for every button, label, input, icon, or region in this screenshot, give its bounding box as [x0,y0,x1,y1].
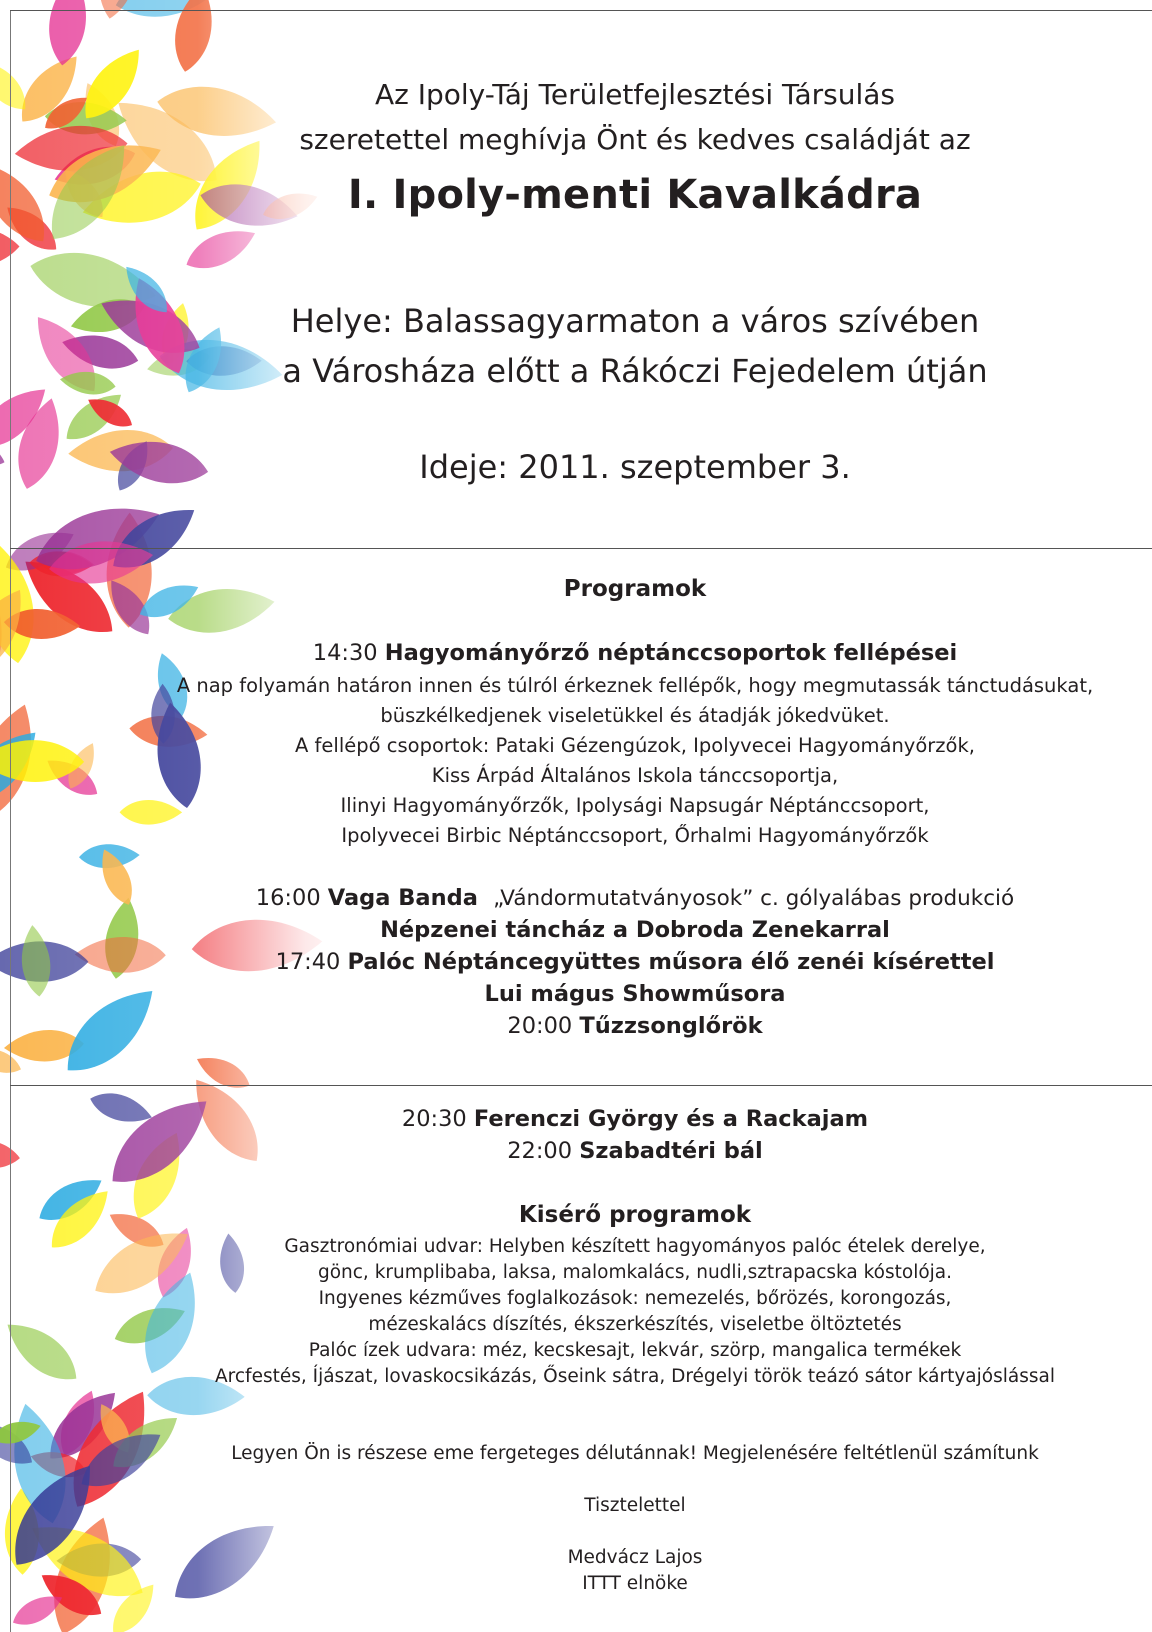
side-program-line: Ingyenes kézműves foglalkozások: nemezelés, bőrözés, korongozás, [318,1288,952,1309]
side-program-line: gönc, krumplibaba, laksa, malomkalács, nudli,sztrapacska kóstolója. [317,1262,953,1283]
program-description: Ilinyi Hagyományőrzők, Ipolysági Napsugár Néptánccsoport, [340,794,930,817]
place-line-1: Helye: Balassagyarmaton a város szívében [290,302,980,340]
section-divider [10,548,1152,549]
left-border [10,10,11,1632]
signer-name: Medvácz Lajos [567,1547,703,1568]
program-description: Ipolyvecei Birbic Néptánccsoport, Őrhalmi Hagyományőrzők [341,824,929,847]
side-program-line: Palóc ízek udvara: méz, kecskesajt, lekvár, szörp, mangalica termékek [308,1340,962,1361]
program-item [140,640,1130,666]
program-item [140,1138,1130,1164]
program-title: Népzenei táncház a Dobroda Zenekarral [380,917,890,943]
program-title: Tűzzsonglőrök [579,1013,763,1039]
program-time: 20:30 [401,1106,467,1132]
program-time: 14:30 [312,640,378,666]
program-description: Kiss Árpád Általános Iskola tánccsoportja, [431,764,839,787]
top-border [10,10,1152,11]
program-item [140,917,1130,943]
event-date: Ideje: 2011. szeptember 3. [419,448,851,486]
side-program-line: Arcfestés, Íjászat, lovaskocsikázás, Őseink sátra, Drégelyi török teázó sátor kártyajóslással [215,1366,1055,1387]
program-item [140,981,1130,1007]
program-title: Vaga Banda [327,885,478,911]
program-time: 16:00 [255,885,321,911]
program-title: Lui mágus Showműsora [484,981,786,1007]
program-title: Szabadtéri bál [579,1138,763,1164]
program-description: A fellépő csoportok: Pataki Gézengúzok, Ipolyvecei Hagyományőrzők, [295,734,975,757]
program-time: 17:40 [275,949,341,975]
side-program-line: Gasztronómiai udvar: Helyben készített hagyományos palóc ételek derelye, [284,1236,986,1257]
program-description: büszkélkedjenek viseletükkel és átadják jókedvüket. [380,704,890,727]
organizer-line: Az Ipoly-Táj Területfejlesztési Társulás [374,78,896,111]
side-program-line: mézeskalács díszítés, ékszerkészítés, viseletbe öltöztetés [368,1314,902,1335]
closing-regards: Tisztelettel [584,1495,686,1516]
program-title: Hagyományőrző néptánccsoportok fellépései [384,640,958,666]
event-title: I. Ipoly-menti Kavalkádra [347,172,923,218]
place-line-2: a Városháza előtt a Rákóczi Fejedelem útján [282,352,988,390]
signer-role: ITTT elnöke [582,1573,688,1594]
program-item [140,1106,1130,1132]
section-divider [10,1085,1152,1086]
programs-heading: Programok [563,576,707,602]
program-description: A nap folyamán határon innen és túlról érkeznek fellépők, hogy megmutassák tánctudásukat, [176,674,1094,697]
program-time: 22:00 [507,1138,573,1164]
invite-line: szeretettel meghívja Önt és kedves családját az [299,123,971,156]
program-item [140,949,1130,975]
program-time: 20:00 [507,1013,573,1039]
program-item [140,885,1130,911]
side-programs-heading: Kisérő programok [518,1202,752,1228]
program-title: Ferenczi György és a Rackajam [473,1106,869,1132]
program-item [140,1013,1130,1039]
closing-invite: Legyen Ön is részese eme fergeteges délutánnak! Megjelenésére feltétlenül számítunk [231,1443,1039,1464]
program-subtitle: „Vándormutatványosok” c. gólyalábas produkció [493,886,1015,911]
program-title: Palóc Néptáncegyüttes műsora élő zenéi kísérettel [347,949,995,975]
